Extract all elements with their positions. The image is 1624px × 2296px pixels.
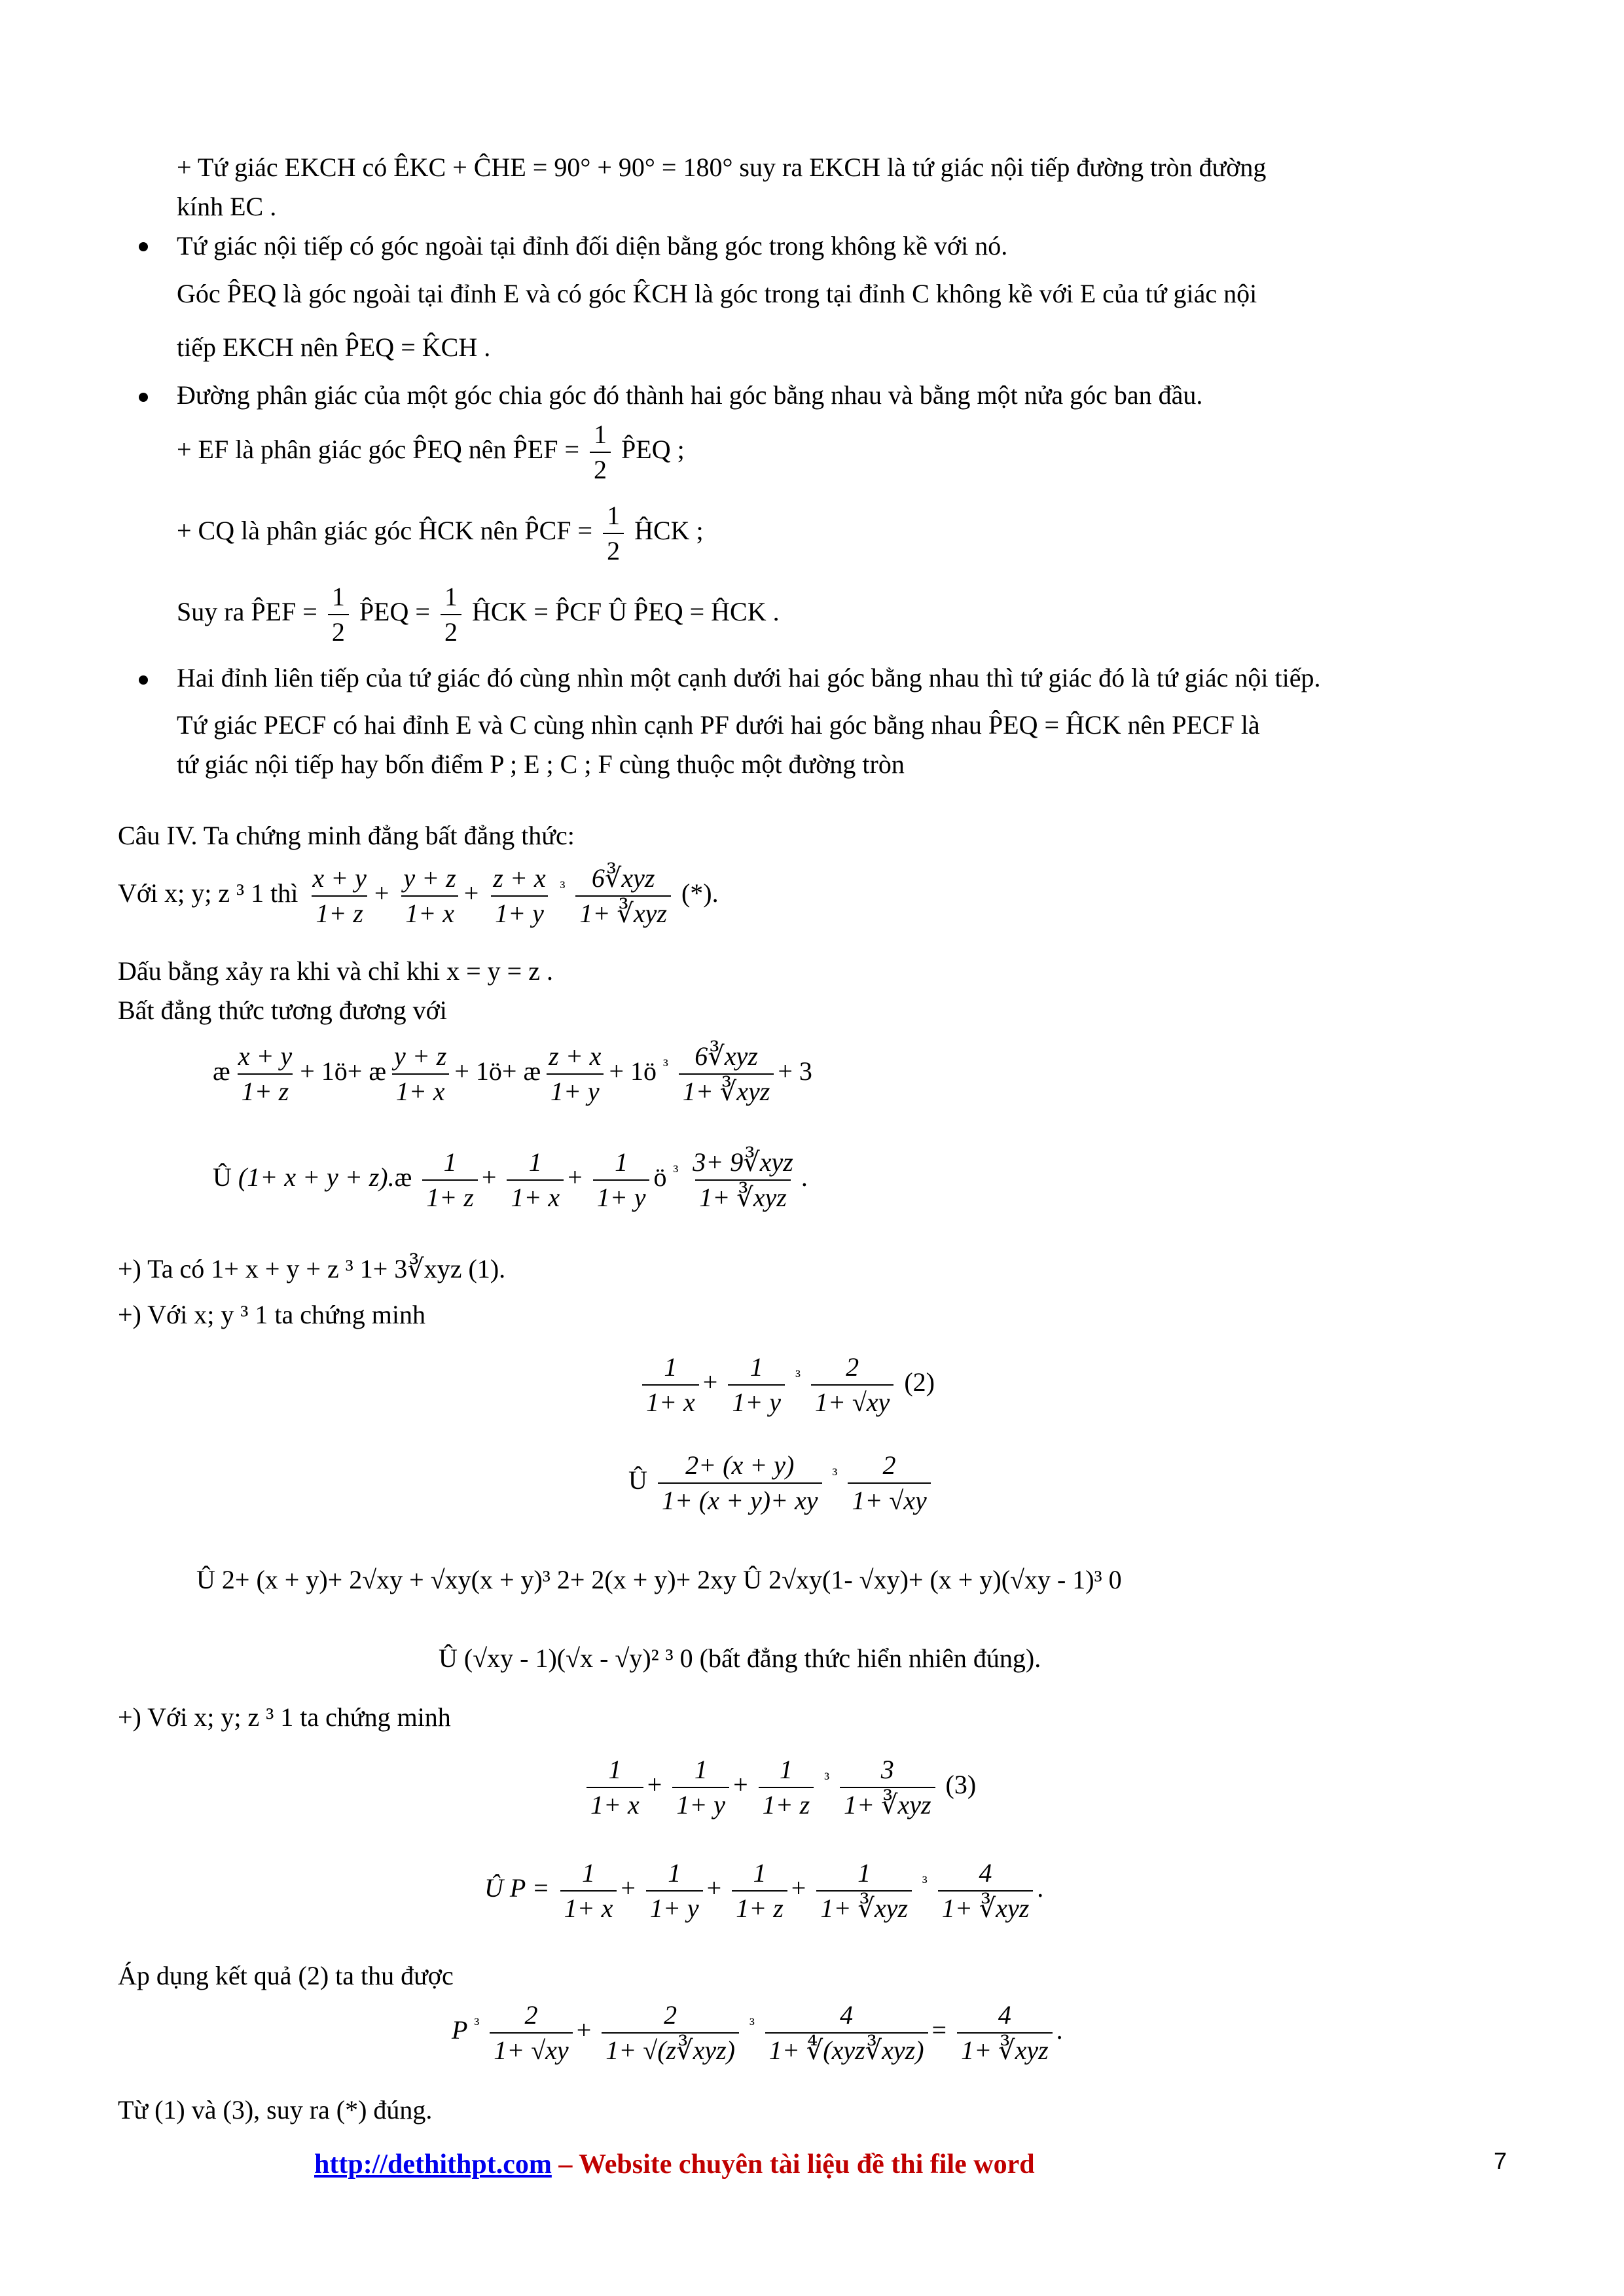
- fraction: $\frac{1}{1+ z}$: [759, 1754, 814, 1821]
- line-proof-3: Góc P̂EQ là góc ngoài tại đỉnh E và có góc K̂CH là góc trong tại đỉnh C không kề với E của tứ giác nội: [177, 279, 1257, 308]
- fraction: $\frac{1}{1+ y}$: [728, 1352, 785, 1418]
- fraction-half: $\frac{1}{2}$: [603, 500, 624, 567]
- line-bisector-1: [177, 419, 685, 486]
- fraction: $\frac{1}{1+ z}$: [422, 1147, 478, 1213]
- fraction: $\frac{1}{1+ x}$: [560, 1857, 617, 1924]
- inequality-3-p: Û P = $\frac{1}{1+ x}$ + $\frac{1}{1+ y}$ + $\frac{1}{1+ z}$ + $\frac{1}{\text{1+ ∛xyz}}$ $^{^3}$ $\frac{4}{\text{1+ ∛xyz}}$ .: [484, 1858, 1044, 1923]
- fraction: $\frac{1}{1+ x}$: [642, 1352, 699, 1418]
- fraction: $\frac{1}{1+ y}$: [672, 1754, 729, 1821]
- fraction: $\frac{3}{\text{1+ ∛xyz}}$: [840, 1754, 935, 1821]
- fraction: $\frac{y + z}{1+ x}$: [390, 1041, 450, 1107]
- fraction: $\frac{y + z}{1+ x}$: [399, 863, 460, 929]
- conclusion: Từ (1) và (3), suy ra (*) đúng.: [118, 2095, 433, 2125]
- bullet-text-2: Đường phân giác của một góc chia góc đó thành hai góc bằng nhau và bằng một nửa góc ban đầu.: [177, 380, 1203, 410]
- claim-2-intro: +) Với x; y ³ 1 ta chứng minh: [118, 1300, 425, 1329]
- page-number: 7: [1494, 2147, 1507, 2174]
- bullet-icon: [139, 675, 148, 685]
- fraction: $\frac{z + x}{1+ y}$: [489, 863, 549, 929]
- fraction: $\frac{x + y}{1+ z}$: [312, 863, 367, 928]
- bullet-text-3: Hai đỉnh liên tiếp của tứ giác đó cùng nhìn một cạnh dưới hai góc bằng nhau thì tứ giác đó là tứ giác nội tiếp.: [177, 663, 1321, 692]
- bullet-text-1: Tứ giác nội tiếp có góc ngoài tại đỉnh đối diện bằng góc trong không kề với nó.: [177, 231, 1008, 260]
- equality-condition: Dấu bằng xảy ra khi và chỉ khi x = y = z .: [118, 956, 553, 986]
- fraction: $\frac{2}{\text{1+ √(z∛xyz)}}$: [602, 2000, 739, 2066]
- fraction: $\frac{2+ (x + y)}{1+ (x + y)+ xy}$: [658, 1450, 822, 1516]
- equivalent-line-2: Û (1+ x + y + z).æ $\frac{1}{1+ z}$ + $\frac{1}{1+ x}$ + $\frac{1}{1+ y}$ ö $^{^3}$ $\frac{\text{3+ 9∛xyz}}{\text{1+ ∛xyz}}$ .: [213, 1147, 808, 1212]
- inequality-2-final: Û (√xy - 1)(√x - √y)² ³ 0 (bất đẳng thức hiển nhiên đúng).: [439, 1643, 1041, 1673]
- footer-tagline: – Website chuyên tài liệu đề thi file word: [551, 2149, 1035, 2179]
- inequality-2: $\frac{1}{1+ x}$ + $\frac{1}{1+ y}$ $^{^3}$ $\frac{2}{1+ √xy}$ (2): [638, 1352, 935, 1418]
- line-bisector-2: [177, 500, 704, 567]
- equivalent-intro: Bất đẳng thức tương đương với: [118, 996, 447, 1025]
- inequality-3: $\frac{1}{1+ x}$ + $\frac{1}{1+ y}$ + $\frac{1}{1+ z}$ $^{^3}$ $\frac{3}{\text{1+ ∛xyz}}$ (3): [583, 1754, 976, 1821]
- fraction: $\frac{2}{1+ √xy}$: [490, 2000, 572, 2066]
- fraction: $\frac{x + y}{1+ z}$: [238, 1041, 293, 1106]
- line-proof-2: kính EC .: [177, 192, 277, 221]
- bisector-1-right: P̂EQ ;: [621, 435, 685, 465]
- apply-result-intro: Áp dụng kết quả (2) ta thu được: [118, 1961, 454, 1990]
- fraction: $\frac{4}{\text{1+ ∛xyz}}$: [938, 1857, 1034, 1924]
- line-proof-1: + Tứ giác EKCH có ÊKC + ĈHE = 90° + 90° = 180° suy ra EKCH là tứ giác nội tiếp đường tròn đường: [177, 152, 1267, 182]
- bullet-icon: [139, 242, 148, 251]
- fraction-half: $\frac{1}{2}$: [590, 419, 611, 486]
- fraction: $\frac{1}{1+ y}$: [593, 1147, 650, 1213]
- line-proof-4: tiếp EKCH nên P̂EQ = K̂CH .: [177, 332, 491, 362]
- fraction-half: $\frac{1}{2}$: [441, 581, 461, 648]
- fraction: $\frac{4}{\text{1+ ∜(xyz∛xyz)}}$: [765, 2000, 928, 2066]
- fraction: $\frac{1}{\text{1+ ∛xyz}}$: [816, 1857, 912, 1924]
- fraction-half: $\frac{1}{2}$: [328, 581, 349, 648]
- fraction: $\frac{4}{\text{1+ ∛xyz}}$: [957, 2000, 1053, 2066]
- fraction: $\frac{1}{1+ z}$: [732, 1857, 787, 1924]
- bisector-2-left: + CQ là phân giác góc ĤCK nên P̂CF =: [177, 516, 593, 546]
- fraction: $\frac{\text{6∛xyz}}{\text{1+ ∛xyz}}$: [679, 1041, 774, 1107]
- fraction: $\frac{\text{3+ 9∛xyz}}{\text{1+ ∛xyz}}$: [693, 1147, 793, 1212]
- line-conclusion-angles: Suy ra P̂EF = $\frac{1}{2}$ P̂EQ = $\frac{1}{2}$ ĤCK = P̂CF Û P̂EQ = ĤCK .: [177, 582, 780, 647]
- equivalent-line-1: æ $\frac{x + y}{1+ z}$ + 1ö+ æ $\frac{y + z}{1+ x}$ + 1ö+ æ $\frac{z + x}{1+ y}$ + 1ö $^{^3}$ $\frac{\text{6∛xyz}}{\text{1+ ∛xyz}}$ + 3: [213, 1041, 812, 1106]
- fraction: $\frac{z + x}{1+ y}$: [545, 1041, 605, 1107]
- claim-3-intro: +) Với x; y; z ³ 1 ta chứng minh: [118, 1702, 451, 1732]
- fraction: $\frac{1}{1+ x}$: [507, 1147, 564, 1213]
- fraction: $\frac{1}{1+ x}$: [586, 1754, 643, 1821]
- fraction: $\frac{1}{1+ y}$: [646, 1857, 703, 1924]
- inequality-star: Với x; y; z ³ 1 thì $\frac{x + y}{1+ z}$ + $\frac{y + z}{1+ x}$ + $\frac{z + x}{1+ y}$ $^{^3}$ $\frac{\text{6∛xyz}}{\text{1+ ∛xyz}}$ (*).: [118, 863, 719, 928]
- bullet-icon: [139, 393, 148, 402]
- section-heading-cau-iv: Câu IV. Ta chứng minh đẳng bất đẳng thức:: [118, 821, 575, 850]
- fraction: $\frac{\text{6∛xyz}}{\text{1+ ∛xyz}}$: [575, 863, 671, 929]
- inequality-2-equiv: Û $\frac{2+ (x + y)}{1+ (x + y)+ xy}$ $^{^3}$ $\frac{2}{1+ √xy}$: [628, 1450, 935, 1516]
- claim-1: +) Ta có 1+ x + y + z ³ 1+ 3∛xyz (1).: [118, 1254, 506, 1283]
- final-inequality: P $^{^3}$ $\frac{2}{1+ √xy}$ + $\frac{2}{\text{1+ √(z∛xyz)}}$ $^{^3}$ $\frac{4}{\text{1+ ∜(xyz∛xyz)}}$ = $\frac{4}{\text{1+ ∛xyz}}$ .: [452, 2000, 1063, 2065]
- line-proof-8: Tứ giác PECF có hai đỉnh E và C cùng nhìn cạnh PF dưới hai góc bằng nhau P̂EQ = ĤCK nên PECF là: [177, 710, 1260, 740]
- inequality-2-expanded: Û 2+ (x + y)+ 2√xy + √xy(x + y)³ 2+ 2(x + y)+ 2xy Û 2√xy(1- √xy)+ (x + y)(√xy - 1)³ 0: [196, 1565, 1122, 1594]
- footer-link[interactable]: http://dethithpt.com: [314, 2149, 552, 2179]
- bisector-1-left: + EF là phân giác góc P̂EQ nên P̂EF =: [177, 435, 580, 465]
- bisector-2-right: ĤCK ;: [634, 516, 704, 546]
- fraction: $\frac{2}{1+ √xy}$: [811, 1352, 893, 1418]
- fraction: $\frac{2}{1+ √xy}$: [848, 1450, 930, 1516]
- line-proof-9: tứ giác nội tiếp hay bốn điểm P ; E ; C ; F cùng thuộc một đường tròn: [177, 749, 905, 779]
- footer: [314, 2148, 1035, 2181]
